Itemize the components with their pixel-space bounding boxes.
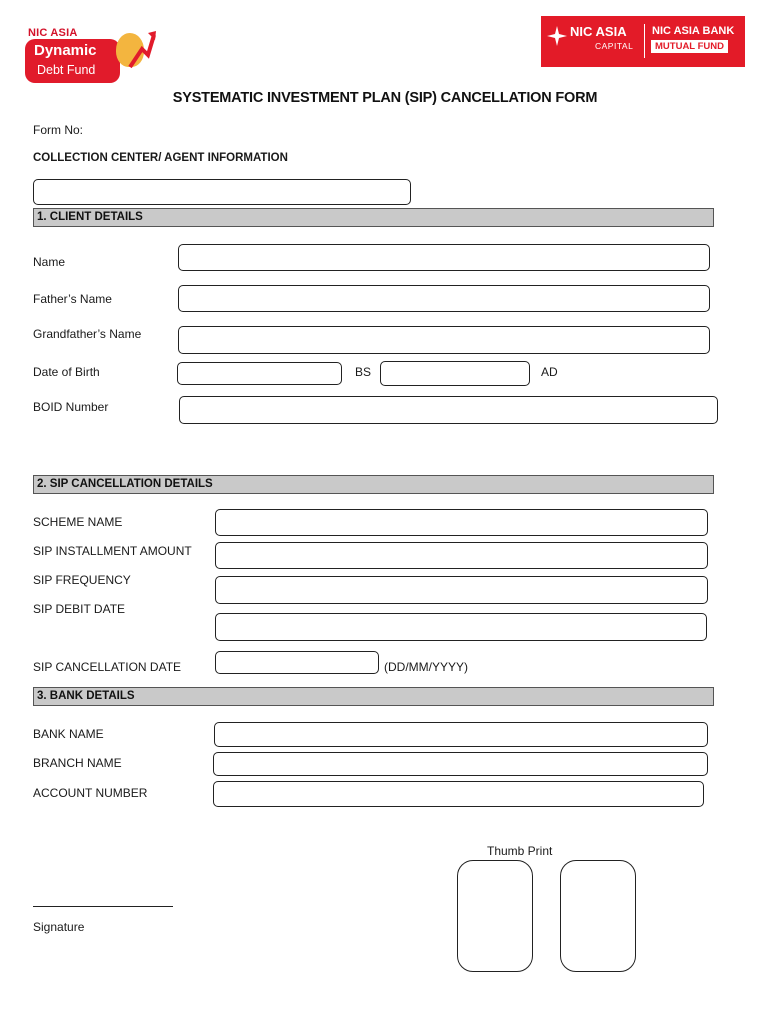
scheme-name-label: SCHEME NAME: [33, 515, 123, 529]
name-field[interactable]: [178, 244, 710, 271]
sip-cancellation-header: 2. SIP CANCELLATION DETAILS: [33, 475, 714, 494]
dob-ad-field[interactable]: [380, 361, 530, 386]
boid-label: BOID Number: [33, 400, 109, 414]
logo-line2: Debt Fund: [37, 63, 96, 77]
capital-sub-text: CAPITAL: [595, 41, 634, 51]
logo-pill: [25, 39, 120, 83]
right-thumb-print-box: [560, 860, 636, 972]
dynamic-debt-fund-logo: [24, 17, 160, 85]
sip-debit-date-field[interactable]: [215, 613, 707, 641]
left-thumb-print-box: [457, 860, 533, 972]
bank-name-label: BANK NAME: [33, 727, 104, 741]
logo-line1: Dynamic: [34, 42, 97, 59]
account-number-label: ACCOUNT NUMBER: [33, 786, 148, 800]
signature-line: [33, 906, 173, 907]
bs-label: BS: [355, 365, 372, 379]
account-number-field[interactable]: [213, 781, 704, 807]
form-no-label: Form No:: [33, 123, 84, 137]
logo-brand-text: NIC ASIA: [28, 27, 78, 39]
collection-center-label: COLLECTION CENTER/ AGENT INFORMATION: [33, 152, 288, 164]
dob-label: Date of Birth: [33, 365, 100, 379]
sip-debit-date-label: SIP DEBIT DATE: [33, 602, 126, 616]
branch-name-label: BRANCH NAME: [33, 756, 122, 770]
cancellation-date-label: SIP CANCELLATION DATE: [33, 660, 182, 674]
bank-name-field[interactable]: [214, 722, 708, 747]
client-details-header: 1. CLIENT DETAILS: [33, 208, 714, 227]
scheme-name-field[interactable]: [215, 509, 708, 536]
capital-brand-text: NIC ASIA: [570, 24, 627, 39]
grandfathers-name-label: Grandfather’s Name: [33, 327, 142, 341]
nic-star-icon: [546, 25, 568, 47]
installment-amount-label: SIP INSTALLMENT AMOUNT: [33, 544, 192, 558]
sip-frequency-label: SIP FREQUENCY: [33, 573, 131, 587]
collection-center-field[interactable]: [33, 179, 411, 205]
growth-arrow-icon: [126, 27, 156, 69]
fathers-name-field[interactable]: [178, 285, 710, 312]
thumb-print-label: Thumb Print: [487, 844, 553, 858]
mutual-fund-text: MUTUAL FUND: [651, 40, 728, 53]
name-label: Name: [33, 255, 66, 269]
cancellation-date-field[interactable]: [215, 651, 379, 674]
dob-bs-field[interactable]: [177, 362, 342, 385]
bank-details-header: 3. BANK DETAILS: [33, 687, 714, 706]
date-format-hint: (DD/MM/YYYY): [384, 660, 468, 674]
sip-frequency-field[interactable]: [215, 576, 708, 604]
branch-name-field[interactable]: [213, 752, 708, 776]
bank-name-text: NIC ASIA BANK: [652, 25, 735, 37]
signature-label: Signature: [33, 920, 85, 934]
grandfathers-name-field[interactable]: [178, 326, 710, 354]
installment-amount-field[interactable]: [215, 542, 708, 569]
boid-field[interactable]: [179, 396, 718, 424]
nic-asia-mutual-fund-logo: [541, 16, 745, 67]
ad-label: AD: [541, 365, 558, 379]
logo-divider: [644, 24, 645, 58]
fathers-name-label: Father’s Name: [33, 292, 112, 306]
form-title: SYSTEMATIC INVESTMENT PLAN (SIP) CANCELLATION FORM: [172, 90, 598, 106]
